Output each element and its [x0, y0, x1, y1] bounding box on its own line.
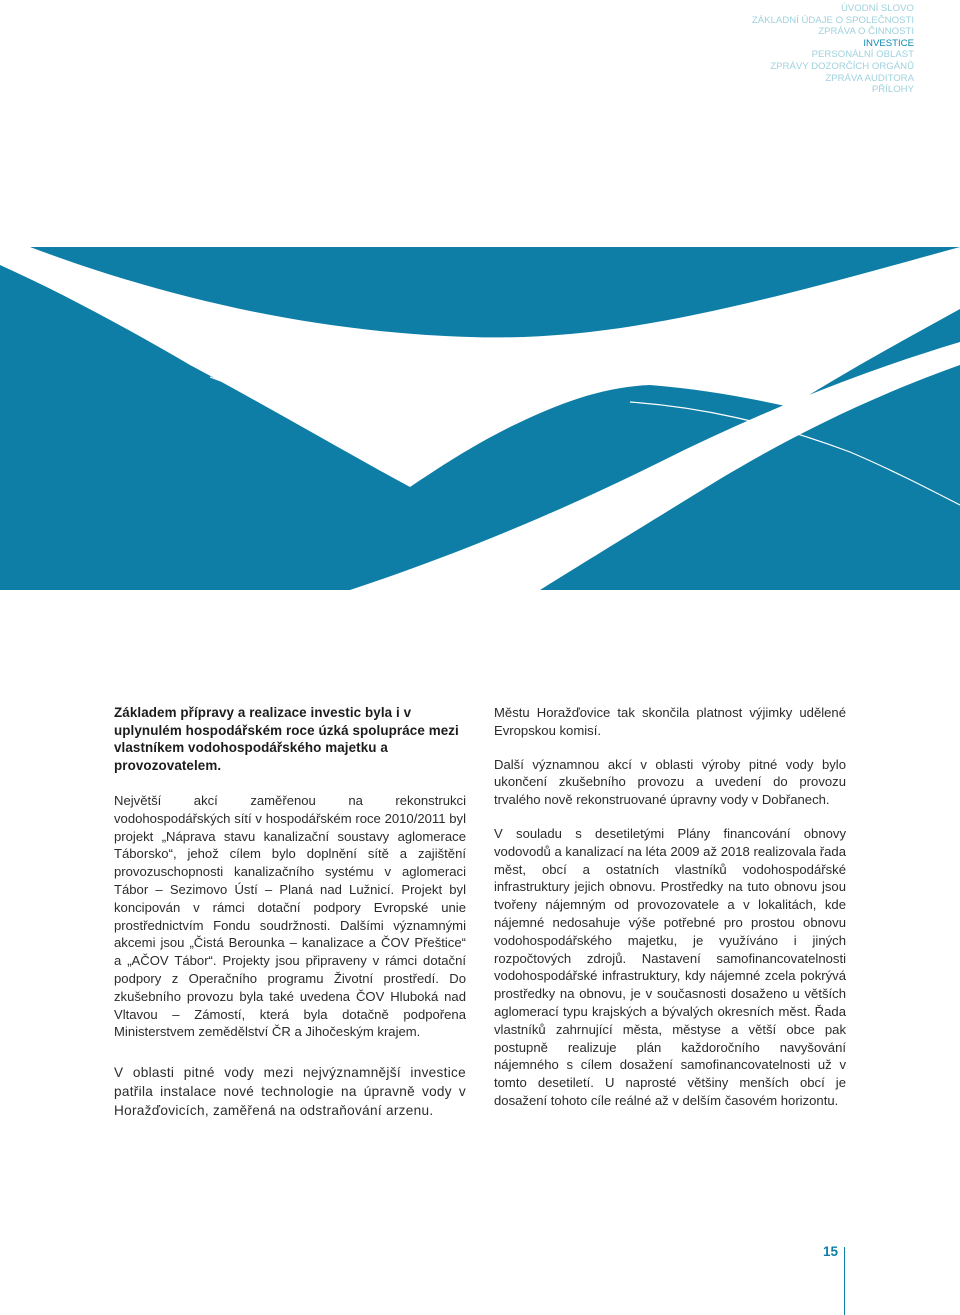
- nav-item-zprava-auditora[interactable]: ZPRÁVA AUDITORA: [825, 72, 914, 84]
- nav-item-prilohy[interactable]: PŘÍLOHY: [871, 84, 914, 96]
- body-paragraph: V souladu s desetiletými Plány financování obnovy vodovodů a kanalizací na léta 2009 až 2018 realizovala řada měst, obcí a ostatních vlastníků vodohospodářské infrastruktury jejich obnovu. Prostředky na tuto obnovu jsou tvořeny nájemným od provozovatele a v lokalitách, kde nájemné nedosahuje výše potřebné pro prostou obnovu vodohospodářského majetku, je využíváno i jiných rozpočtových zdrojů. Nastavení samofinancovatelnosti vodohospodářské infrastruktury, kdy nájemné zcela pokrývá prostředky na obnovu, je v současnosti dosaženo u větších aglomerací typu krajských a bývalých okresních měst. Řada vlastníků zahrnující města, městyse a větší obce pak postupně realizuje plán každoročního navyšování nájemného s cílem dosažení samofinancovatelnosti už v tomto desetiletí. U naprosté většiny menších obcí je dosažení tohoto cíle reálné až v delším časovém horizontu.: [494, 825, 846, 1108]
- body-paragraph: Největší akcí zaměřenou na rekonstrukci vodohospodářských sítí v hospodářském roce 2010/2011 byl projekt „Náprava stavu kanalizační soustavy aglomerace Táborsko“, jehož cílem bylo doplnění sítě a zajištění provozuschopnosti kanalizačního systému v aglomeraci Tábor – Sezimovo Ústí – Planá nad Lužnicí. Projekt byl koncipován v rámci dotační podpory Evropské unie prostřednictvím Fondu soudržnosti. Dalšími významnými akcemi jsou „Čistá Berounka – kanalizace a ČOV Přeštice“ a „AČOV Tábor“. Projekty jsou připraveny v rámci dotační podpory z Operačního programu Životní prostředí. Do zkušebního provozu byla také uvedena ČOV Hluboká nad Vltavou – Zámostí, která byla dotačně podpořena Ministerstvem zemědělství ČR a Jihočeským krajem.: [114, 793, 466, 1040]
- page-number: 15: [822, 1244, 838, 1259]
- body-paragraph: Městu Horažďovice tak skončila platnost výjimky udělené Evropskou komisí.: [494, 705, 846, 738]
- nav-item-personalni-oblast[interactable]: PERSONÁLNÍ OBLAST: [811, 49, 914, 61]
- nav-item-investice[interactable]: INVESTICE: [863, 37, 914, 49]
- lead-paragraph: Základem přípravy a realizace investic byla i v uplynulém hospodářském roce úzká spolupráce mezi vlastníkem vodohospodářského majetku a provozovatelem.: [114, 705, 459, 773]
- nav-item-uvodni-slovo[interactable]: ÚVODNÍ SLOVO: [840, 3, 914, 14]
- left-column: [114, 704, 466, 1136]
- nav-item-zprava-o-cinnosti[interactable]: ZPRÁVA O ČINNOSTI: [818, 26, 914, 38]
- right-column: [494, 704, 846, 1126]
- body-paragraph: Další významnou akcí v oblasti výroby pitné vody bylo ukončení zkušebního provozu a uvedení do provozu trvalého nově rekonstruované úpravny vody v Dobřanech.: [494, 756, 846, 808]
- wave-banner: [0, 247, 960, 590]
- body-paragraph: V oblasti pitné vody mezi nejvýznamnější investice patřila instalace nové technologie na úpravně vody v Horažďovicích, zaměřená na odstraňování arzenu.: [114, 1065, 466, 1119]
- nav-item-zpravy-dozorcich-organu[interactable]: ZPRÁVY DOZORČÍCH ORGÁNŮ: [770, 60, 914, 72]
- wave-graphic: [0, 247, 960, 590]
- nav-item-zakladni-udaje[interactable]: ZÁKLADNÍ ÚDAJE O SPOLEČNOSTI: [751, 14, 914, 26]
- section-nav: [594, 3, 914, 96]
- page-number-divider: [844, 1247, 845, 1315]
